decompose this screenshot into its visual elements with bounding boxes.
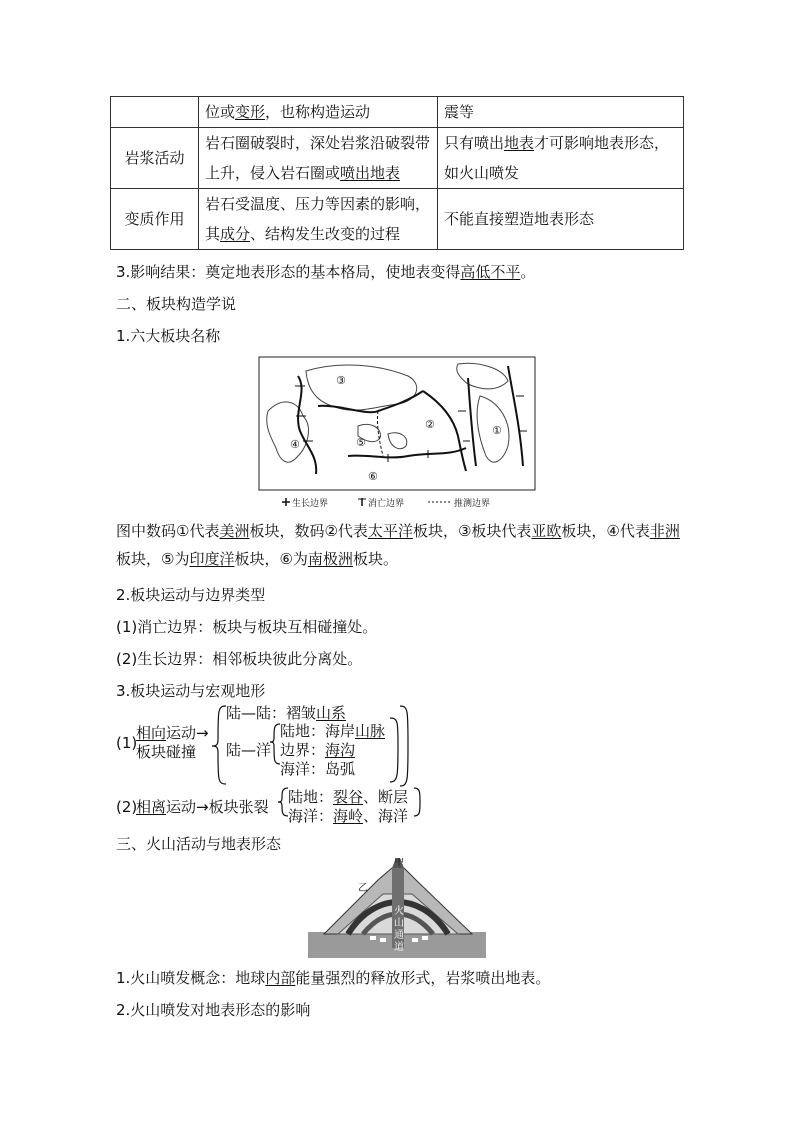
legend-infer: 推测边界 <box>454 499 491 509</box>
subsection-title: 3.板块运动与宏观地形 <box>116 682 266 700</box>
table-cell-effect: 震等 <box>438 97 684 128</box>
result-line: 3.影响结果：奠定地表形态的基本格局，使地表变得高低不平。 <box>116 263 536 281</box>
tree-n1: (1) <box>116 734 138 752</box>
tree-hy: 海洋：岛弧 <box>280 760 356 778</box>
tree-ly: 陆—洋 <box>226 741 272 759</box>
geology-table <box>110 96 684 250</box>
map-label: ③ <box>336 374 346 387</box>
subsection-title: 2.板块运动与边界类型 <box>116 586 266 604</box>
map-label: ① <box>492 424 502 437</box>
map-label: ② <box>425 418 435 431</box>
table-row <box>111 189 684 250</box>
table-cell-effect: 只有喷出地表才可影响地表形态，如火山喷发 <box>438 128 684 189</box>
tree-bj: 边界：海沟 <box>280 741 356 759</box>
plates-paragraph: 图中数码①代表美洲板块，数码②代表太平洋板块，③板块代表亚欧板块，④代表非洲板块，⑤为印度洋板块，⑥为南极洲板块。 <box>116 522 680 568</box>
table-cell-name <box>111 97 199 128</box>
tree-hy2: 海洋：海岭、海洋 <box>288 807 409 825</box>
text-line: (1)消亡边界：板块与板块互相碰撞处。 <box>116 618 378 636</box>
plate-map <box>258 356 536 512</box>
subsection-title: 2.火山喷发对地表形态的影响 <box>116 1001 311 1019</box>
table-row <box>111 128 684 189</box>
volcano-channel-label: 通 <box>394 930 404 941</box>
section-title: 二、板块构造学说 <box>116 295 237 313</box>
tree-sep: 相离运动→板块张裂 <box>136 798 269 816</box>
table-cell-effect: 不能直接塑造地表形态 <box>438 189 684 250</box>
table-cell-name: 岩浆活动 <box>111 128 199 189</box>
tree-ld2: 陆地：裂谷、断层 <box>288 788 409 806</box>
table-cell-name: 变质作用 <box>111 189 199 250</box>
text-line: (2)生长边界：相邻板块彼此分离处。 <box>116 650 363 668</box>
map-label: ⑤ <box>356 436 366 449</box>
map-label: ④ <box>290 438 300 451</box>
tree-ll: 陆—陆：褶皱山系 <box>226 704 347 722</box>
section-title: 三、火山活动与地表形态 <box>116 835 282 853</box>
tree-collide: 板块碰撞 <box>136 743 197 761</box>
legend-sub: 消亡边界 <box>368 499 405 509</box>
table-cell-process: 岩石受温度、压力等因素的影响，其成分、结构发生改变的过程 <box>199 189 438 250</box>
volcano-channel-label: 火 <box>394 906 404 917</box>
text-line: 1.火山喷发概念：地球内部能量强烈的释放形式，岩浆喷出地表。 <box>116 969 551 987</box>
subsection-title: 1.六大板块名称 <box>116 327 221 345</box>
map-label: ⑥ <box>368 470 378 483</box>
tree-braces <box>210 700 425 830</box>
tree-ld: 陆地：海岸山脉 <box>280 722 386 740</box>
table-row <box>111 97 684 128</box>
tree-motion: 相向运动→ <box>136 724 209 742</box>
table-cell-process: 位或变形，也称构造运动 <box>199 97 438 128</box>
volcano-label-yi: 乙 <box>358 883 368 894</box>
volcano-channel-label: 山 <box>394 918 404 929</box>
legend-grow: 生长边界 <box>292 499 329 509</box>
volcano-label-jia: 甲 <box>394 858 404 868</box>
volcano-diagram <box>308 858 486 958</box>
volcano-channel-label: 道 <box>394 942 404 953</box>
tree-n2: (2) <box>116 798 138 816</box>
table-cell-process: 岩石圈破裂时，深处岩浆沿破裂带上升，侵入岩石圈或喷出地表 <box>199 128 438 189</box>
